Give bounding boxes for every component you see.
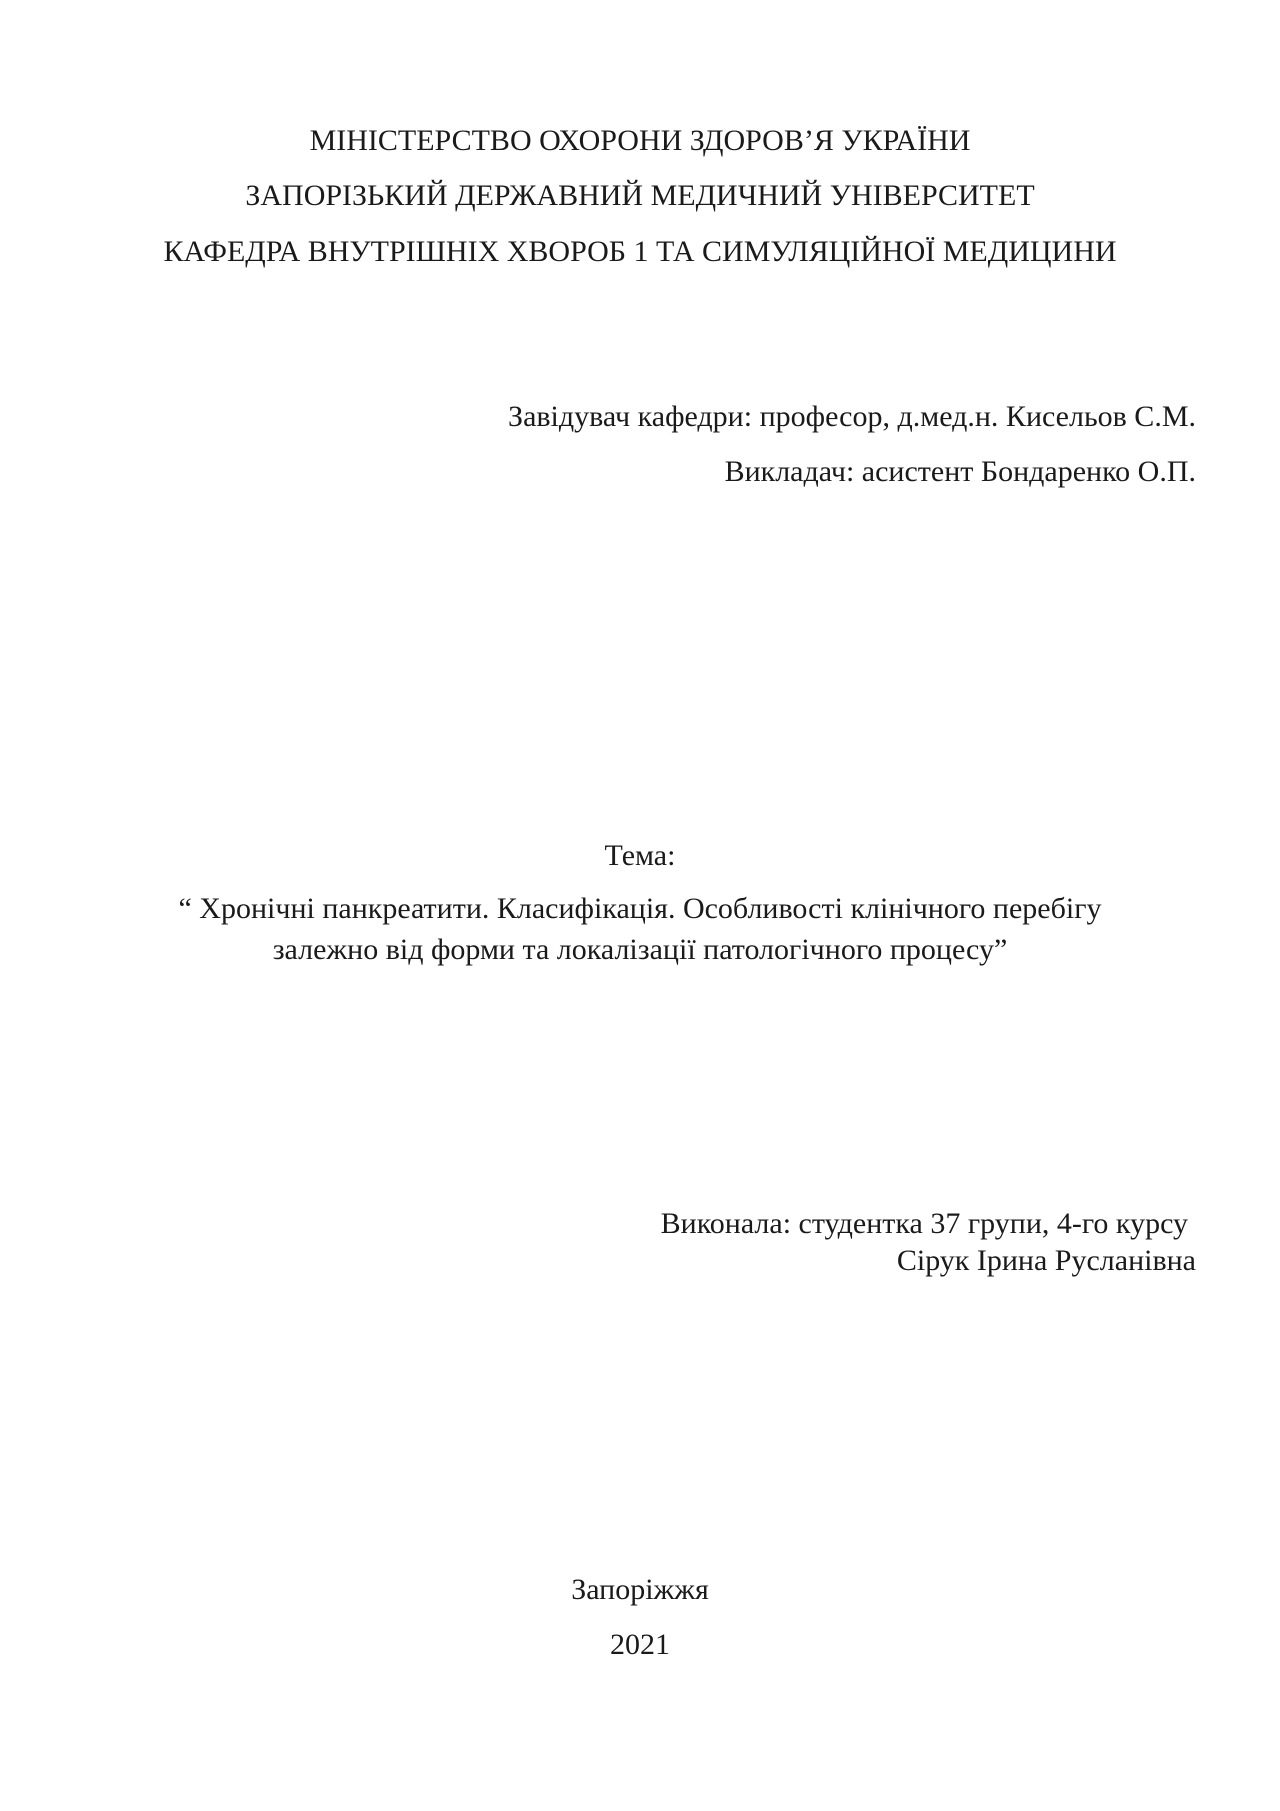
year: 2021 <box>610 1628 670 1661</box>
university-heading: ЗАПОРІЗЬКИЙ ДЕРЖАВНИЙ МЕДИЧНИЙ УНІВЕРСИТЕТ <box>245 179 1035 212</box>
topic-title-line-2: залежно від форми та локалізації патологічного процесу” <box>272 933 1008 966</box>
lecturer-line: Викладач: асистент Бондаренко О.П. <box>724 455 1196 488</box>
department-heading: КАФЕДРА ВНУТРІШНІХ ХВОРОБ 1 ТА СИМУЛЯЦІЙНОЇ МЕДИЦИНИ <box>163 235 1117 268</box>
topic-title-line-1: “ Хронічні панкреатити. Класифікація. Особливості клінічного перебігу <box>178 892 1102 925</box>
ministry-heading: МІНІСТЕРСТВО ОХОРОНИ ЗДОРОВ’Я УКРАЇНИ <box>309 124 971 157</box>
topic-label: Тема: <box>604 839 676 872</box>
author-line-1: Виконала: студентка 37 групи, 4-го курсу <box>660 1207 1188 1240</box>
city: Запоріжжя <box>571 1573 709 1606</box>
author-name: Сірук Ірина Русланівна <box>896 1244 1196 1277</box>
department-head-line: Завідувач кафедри: професор, д.мед.н. Кисельов С.М. <box>508 400 1196 433</box>
